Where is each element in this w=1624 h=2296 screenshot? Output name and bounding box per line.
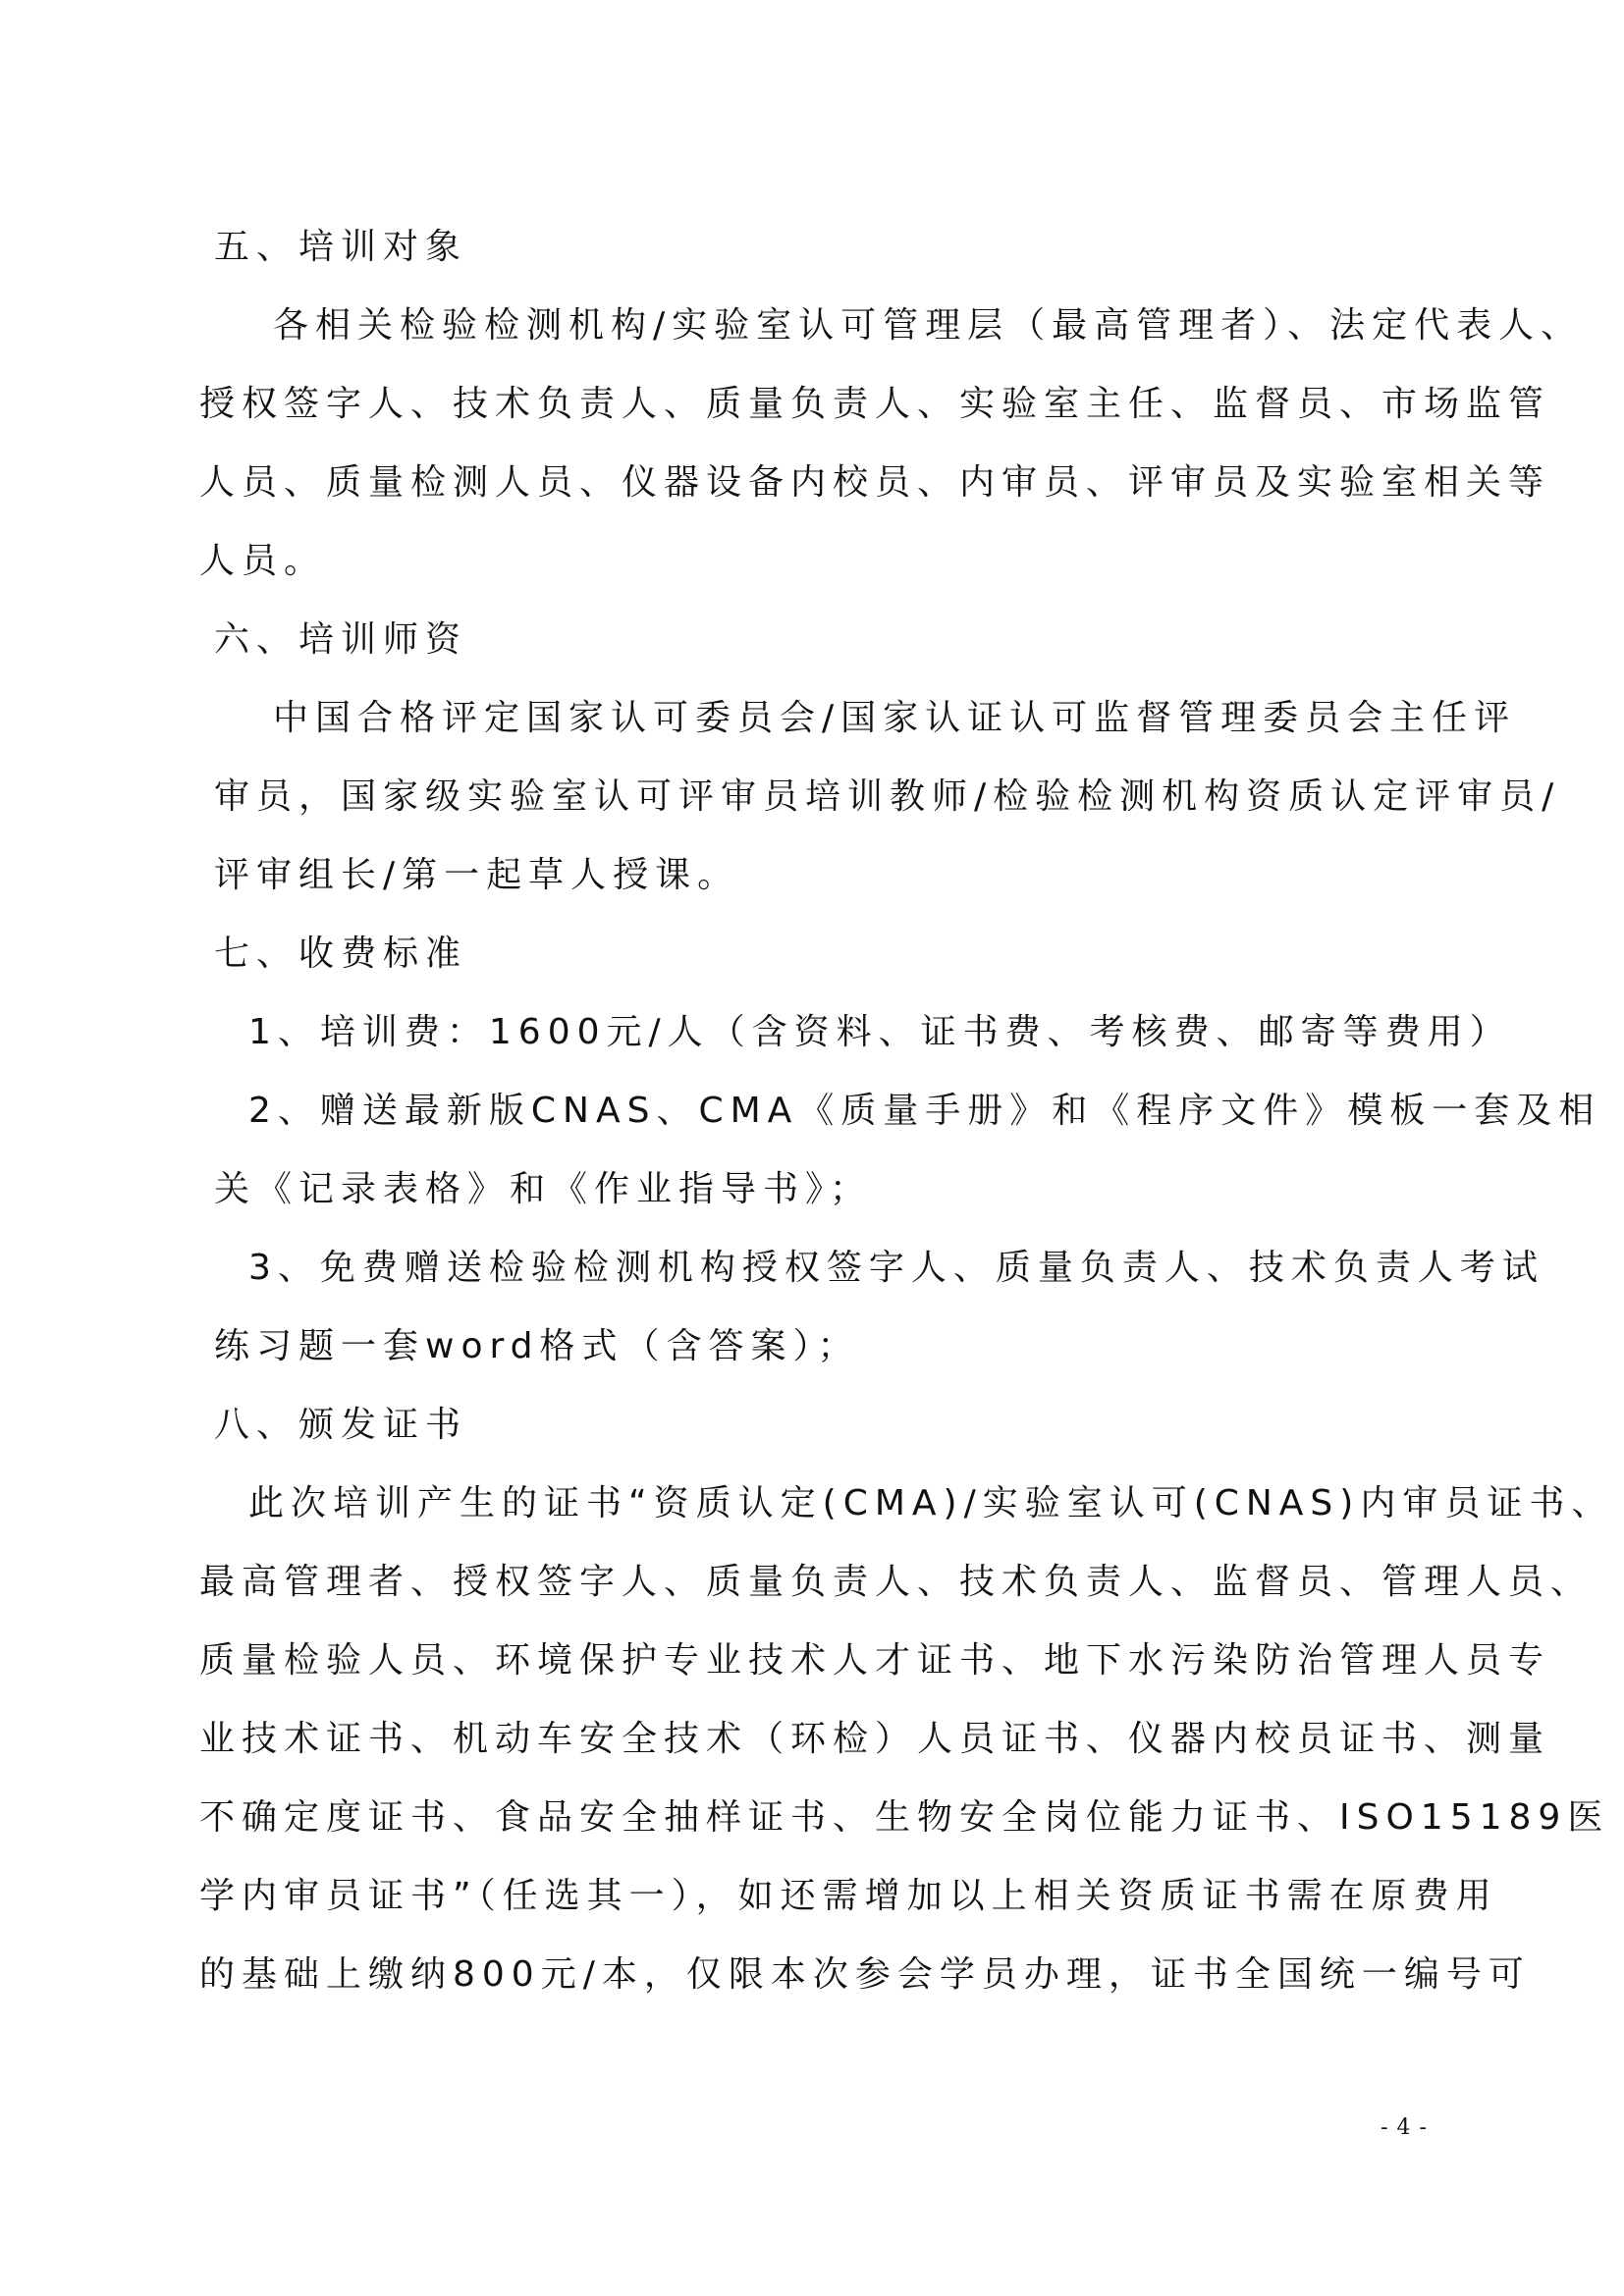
paragraph-line: 不确定度证书、食品安全抽样证书、生物安全岗位能力证书、ISO15189医 [199,1797,1610,1838]
list-item-fee: 1、培训费：1600元/人（含资料、证书费、考核费、邮寄等费用） [248,1012,1512,1052]
list-item-gift-exercises: 3、免费赠送检验检测机构授权签字人、质量负责人、技术负责人考试 [248,1248,1544,1288]
paragraph-line: 业技术证书、机动车安全技术（环检）人员证书、仪器内校员证书、测量 [199,1719,1551,1759]
paragraph-line: 练习题一套word格式（含答案）； [214,1326,860,1366]
paragraph-line: 学内审员证书”（任选其一），如还需增加以上相关资质证书需在原费用 [199,1876,1498,1916]
document-body [199,208,1614,2014]
paragraph-line: 此次培训产生的证书“资质认定(CMA)/实验室认可(CNAS)内审员证书、 [248,1483,1614,1523]
page-number: - 4 - [1380,2115,1428,2140]
paragraph-line: 关《记录表格》和《作业指导书》； [214,1169,873,1209]
section-heading-certificates: 八、颁发证书 [214,1405,468,1445]
paragraph-line: 评审组长/第一起草人授课。 [214,855,740,895]
paragraph-line: 人员、质量检测人员、仪器设备内校员、内审员、评审员及实验室相关等 [199,462,1551,503]
section-heading-training-faculty: 六、培训师资 [214,619,468,660]
paragraph-line: 的基础上缴纳800元/本，仅限本次参会学员办理，证书全国统一编号可 [199,1954,1531,1995]
section-heading-fee-standard: 七、收费标准 [214,934,468,974]
paragraph-line: 中国合格评定国家认可委员会/国家认证认可监督管理委员会主任评 [273,698,1517,738]
paragraph-line: 授权签字人、技术负责人、质量负责人、实验室主任、监督员、市场监管 [199,384,1551,424]
paragraph-line: 人员。 [199,541,327,581]
paragraph-line: 最高管理者、授权签字人、质量负责人、技术负责人、监督员、管理人员、 [199,1562,1594,1602]
paragraph-line: 质量检验人员、环境保护专业技术人才证书、地下水污染防治管理人员专 [199,1640,1551,1681]
paragraph-line: 审员，国家级实验室认可评审员培训教师/检验检测机构资质认定评审员/ [214,776,1561,817]
paragraph-line: 各相关检验检测机构/实验室认可管理层（最高管理者）、法定代表人、 [273,305,1584,346]
section-heading-training-audience: 五、培训对象 [214,227,468,267]
list-item-gift-templates: 2、赠送最新版CNAS、CMA《质量手册》和《程序文件》模板一套及相 [248,1091,1601,1131]
